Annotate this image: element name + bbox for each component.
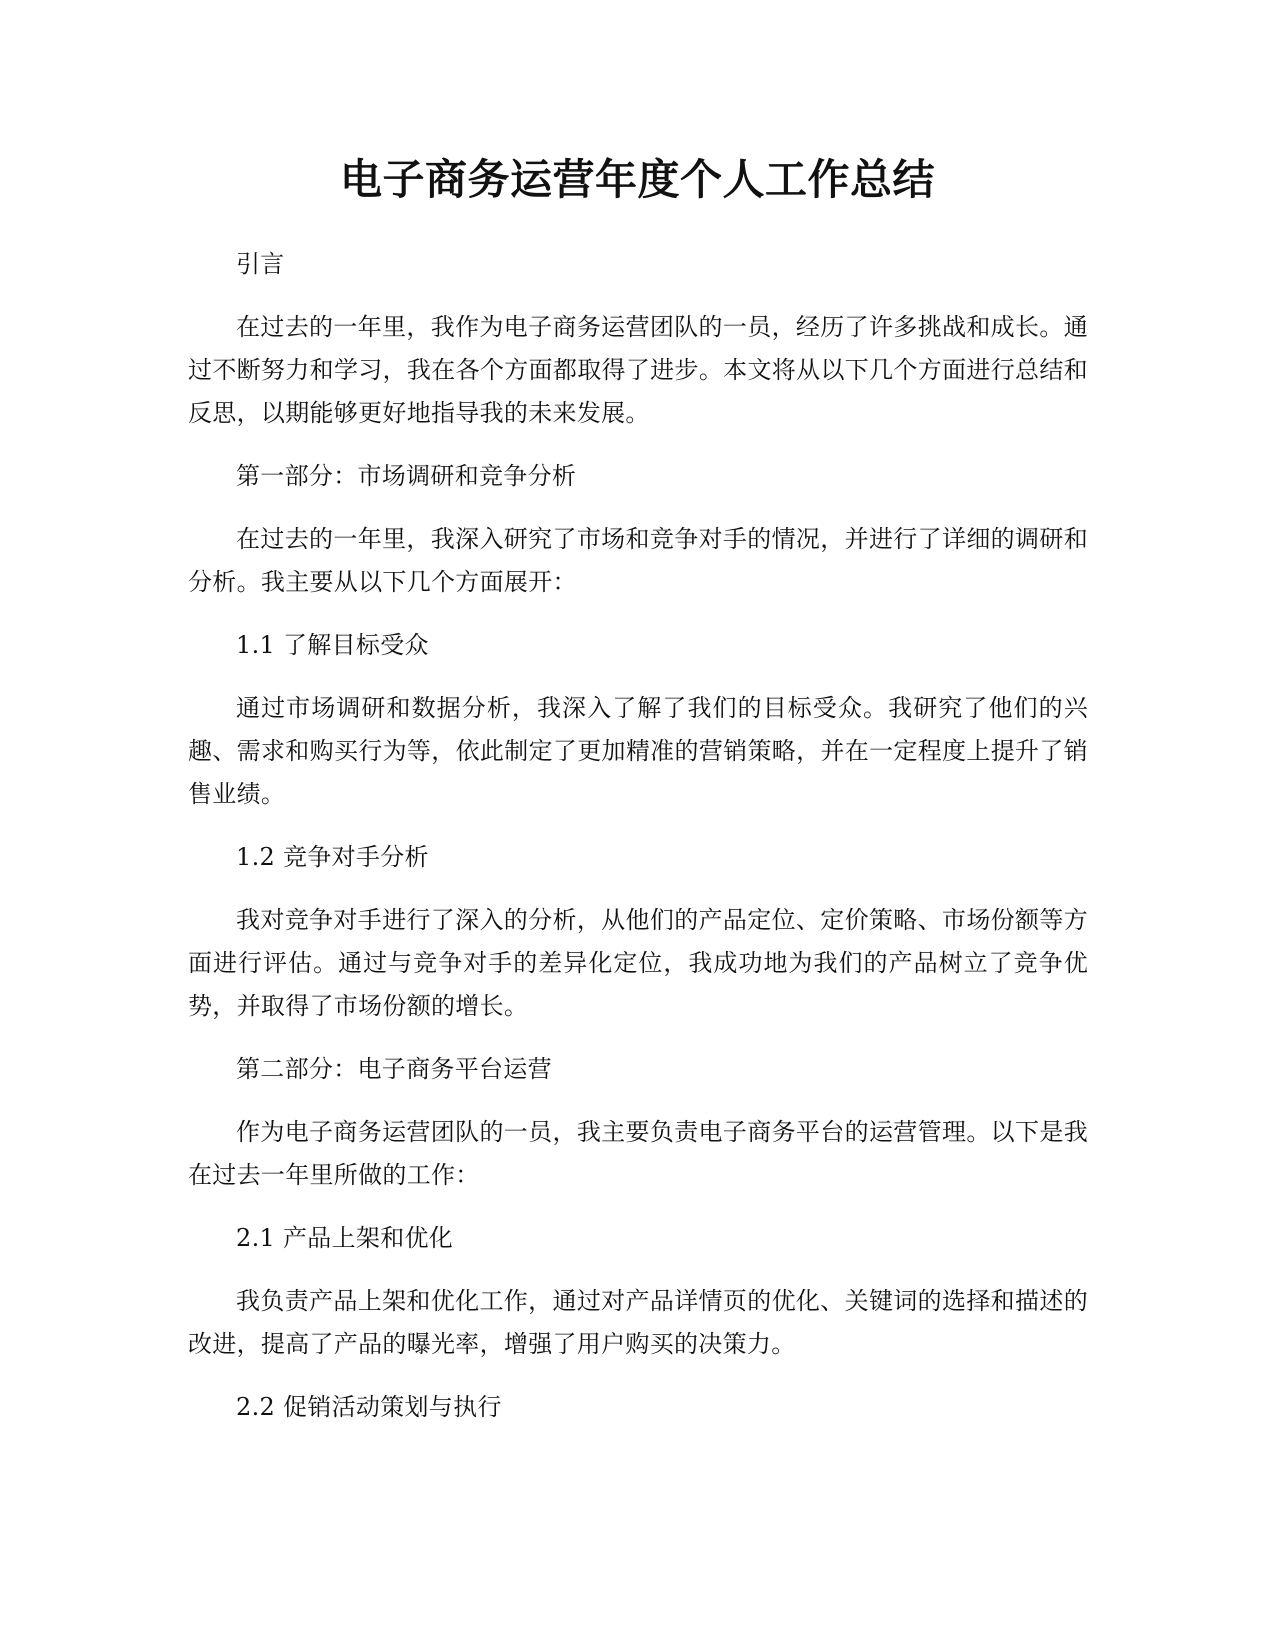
subsection-1-1-heading: 1.1 了解目标受众	[236, 631, 429, 659]
subsection-2-1-heading: 2.1 产品上架和优化	[236, 1224, 454, 1252]
subsection-1-2-body: 我对竞争对手进行了深入的分析，从他们的产品定位、定价策略、市场份额等方面进行评估。通过与竞争对手的差异化定位，我成功地为我们的产品树立了竞争优势，并取得了市场份额的增长。	[188, 906, 1088, 1020]
subsection-1-2-heading: 1.2 竞争对手分析	[236, 843, 429, 871]
document-body	[188, 243, 1088, 1449]
subsection-1-1-body: 通过市场调研和数据分析，我深入了解了我们的目标受众。我研究了他们的兴趣、需求和购买行为等，依此制定了更加精准的营销策略，并在一定程度上提升了销售业绩。	[188, 694, 1088, 808]
section-1-intro: 在过去的一年里，我深入研究了市场和竞争对手的情况，并进行了详细的调研和分析。我主要从以下几个方面展开：	[188, 525, 1088, 596]
paragraph-intro: 在过去的一年里，我作为电子商务运营团队的一员，经历了许多挑战和成长。通过不断努力和学习，我在各个方面都取得了进步。本文将从以下几个方面进行总结和反思，以期能够更好地指导我的未来发展。	[188, 313, 1088, 427]
paragraph-intro-heading: 引言	[236, 250, 285, 278]
document-title: 电子商务运营年度个人工作总结	[339, 155, 935, 204]
section-1-heading: 第一部分：市场调研和竞争分析	[236, 462, 577, 490]
subsection-2-2-heading: 2.2 促销活动策划与执行	[236, 1393, 502, 1421]
section-2-intro: 作为电子商务运营团队的一员，我主要负责电子商务平台的运营管理。以下是我在过去一年里所做的工作：	[188, 1118, 1088, 1189]
section-2-heading: 第二部分：电子商务平台运营	[236, 1055, 552, 1083]
subsection-2-1-body: 我负责产品上架和优化工作，通过对产品详情页的优化、关键词的选择和描述的改进，提高了产品的曝光率，增强了用户购买的决策力。	[188, 1287, 1088, 1358]
